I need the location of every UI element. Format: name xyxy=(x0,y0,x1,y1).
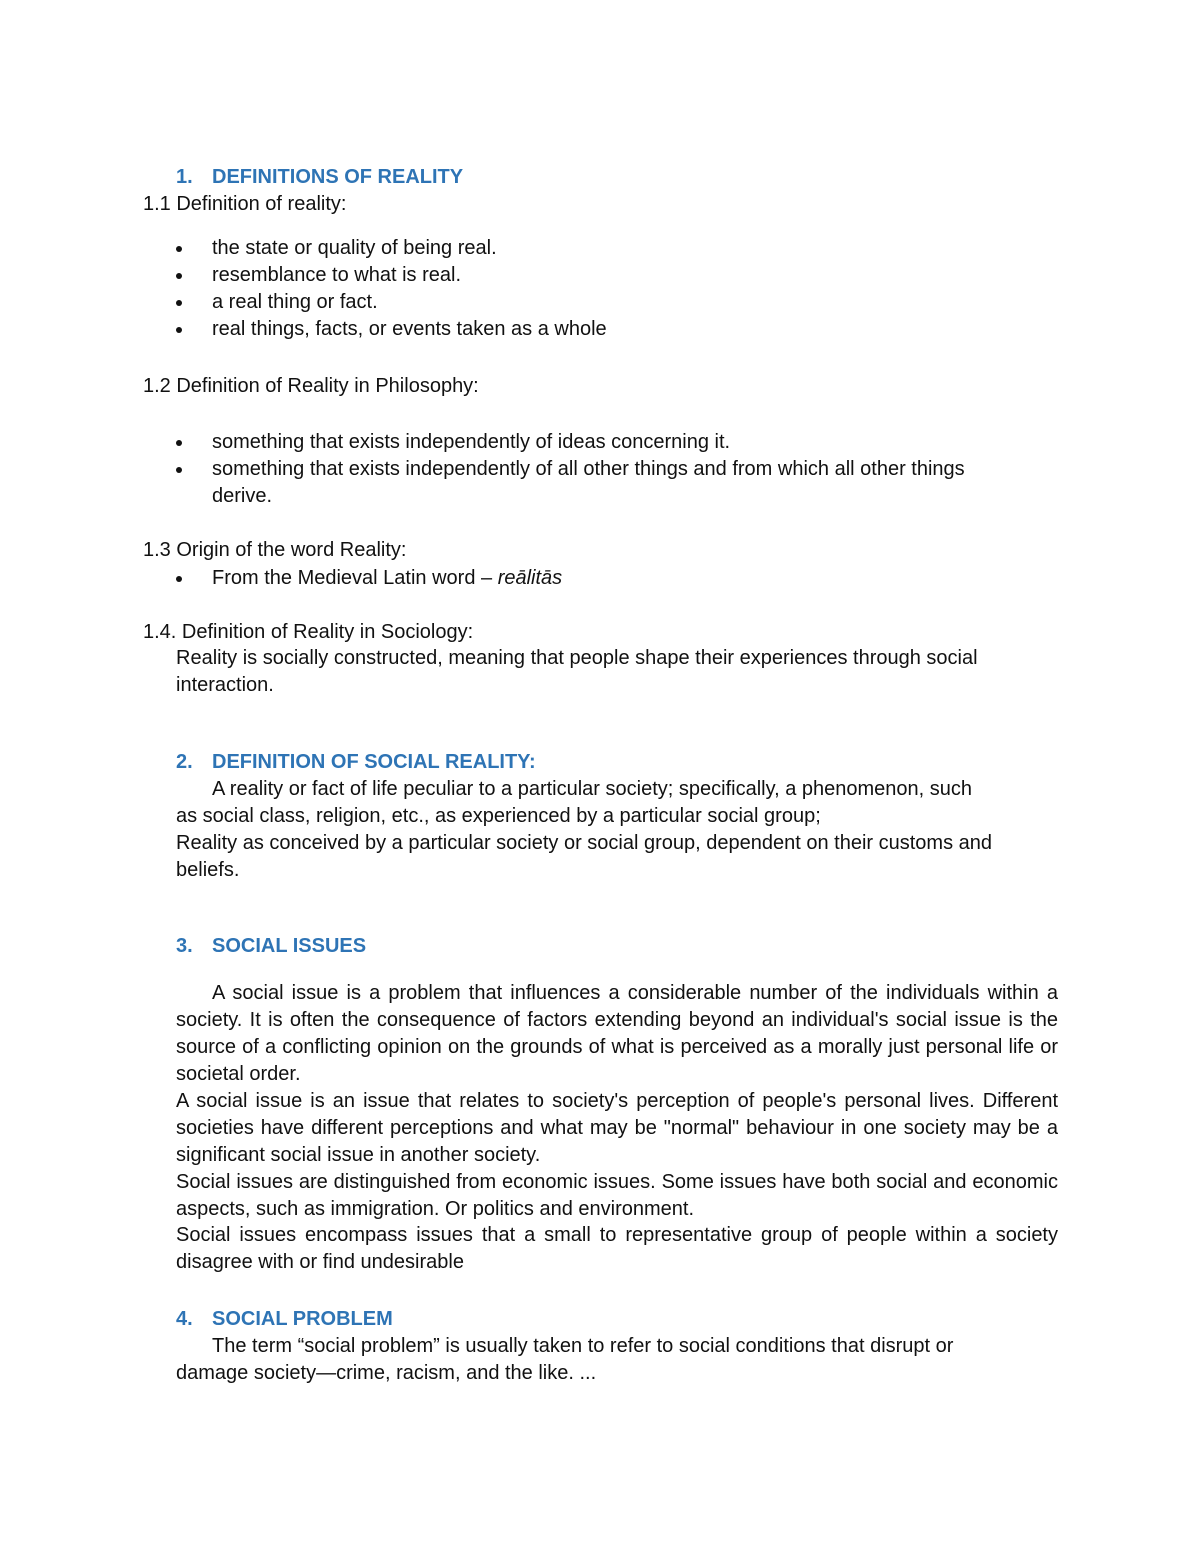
list-item xyxy=(176,456,965,483)
section-title: SOCIAL PROBLEM xyxy=(212,1308,393,1330)
bullet-list-origin xyxy=(176,565,562,592)
section-title: DEFINITION OF SOCIAL REALITY: xyxy=(212,751,536,773)
subheading-1-4: 1.4. Definition of Reality in Sociology: xyxy=(143,621,474,643)
social-reality-line-2: as social class, religion, etc., as experienced by a particular social group; xyxy=(176,805,821,827)
list-item-continuation: derive. xyxy=(212,485,273,507)
subheading-1-3: 1.3 Origin of the word Reality: xyxy=(143,539,407,561)
section-heading-social-problem xyxy=(176,1306,393,1333)
social-problem-line-1: The term “social problem” is usually taken to refer to social conditions that disrupt or xyxy=(212,1335,954,1357)
sociology-definition-line-2: interaction. xyxy=(176,674,274,696)
list-item: something that exists independently of ideas concerning it. xyxy=(176,429,965,456)
bullet-list-philosophy xyxy=(176,429,965,483)
sociology-definition-line-1: Reality is socially constructed, meaning that people shape their experiences through social xyxy=(176,647,978,669)
section-number: 1. xyxy=(176,166,193,188)
list-item: resemblance to what is real. xyxy=(176,262,607,289)
list-item xyxy=(176,565,562,592)
section-title: DEFINITIONS OF REALITY xyxy=(212,166,464,188)
subheading-1-2: 1.2 Definition of Reality in Philosophy: xyxy=(143,375,479,397)
section-heading-definitions-of-reality xyxy=(176,164,463,191)
social-issues-paragraph-3: Social issues are distinguished from economic issues. Some issues have both social and economic aspects, such as immigration. Or politics and environment. xyxy=(176,1171,1058,1220)
bullet-list-definitions xyxy=(176,235,607,343)
subheading-1-1: 1.1 Definition of reality: xyxy=(143,193,347,215)
list-item: real things, facts, or events taken as a whole xyxy=(176,316,607,343)
social-issues-paragraph-1: A social issue is a problem that influences a considerable number of the individuals within a society. It is often the consequence of factors extending beyond an individual's social issue is the source of a conflicting opinion on the grounds of what is perceived as a morally just personal life or societal order. xyxy=(176,982,1058,1085)
origin-text: From the Medieval Latin word – xyxy=(212,567,498,589)
social-reality-line-4: beliefs. xyxy=(176,859,240,881)
social-problem-line-2: damage society—crime, racism, and the like. ... xyxy=(176,1362,597,1384)
social-issues-paragraph-4: Social issues encompass issues that a small to representative group of people within a society disagree with or find undesirable xyxy=(176,1224,1058,1273)
list-item: the state or quality of being real. xyxy=(176,235,607,262)
list-item-text: something that exists independently of all other things and from which all other things xyxy=(212,458,965,480)
social-issues-paragraph-2: A social issue is an issue that relates to society's perception of people's personal lives. Different societies have different perceptions and what may be "normal" behaviour in one society may be a significant social issue in another society. xyxy=(176,1090,1058,1166)
section-number: 4. xyxy=(176,1308,193,1330)
section-number: 3. xyxy=(176,935,193,957)
section-number: 2. xyxy=(176,751,193,773)
section-heading-social-issues xyxy=(176,933,366,960)
latin-word: reālitās xyxy=(497,567,563,589)
section-heading-social-reality xyxy=(176,749,536,776)
social-reality-line-1: A reality or fact of life peculiar to a particular society; specifically, a phenomenon, such xyxy=(212,778,973,800)
list-item: a real thing or fact. xyxy=(176,289,607,316)
social-reality-line-3: Reality as conceived by a particular society or social group, dependent on their customs and xyxy=(176,832,993,854)
section-title: SOCIAL ISSUES xyxy=(212,935,367,957)
